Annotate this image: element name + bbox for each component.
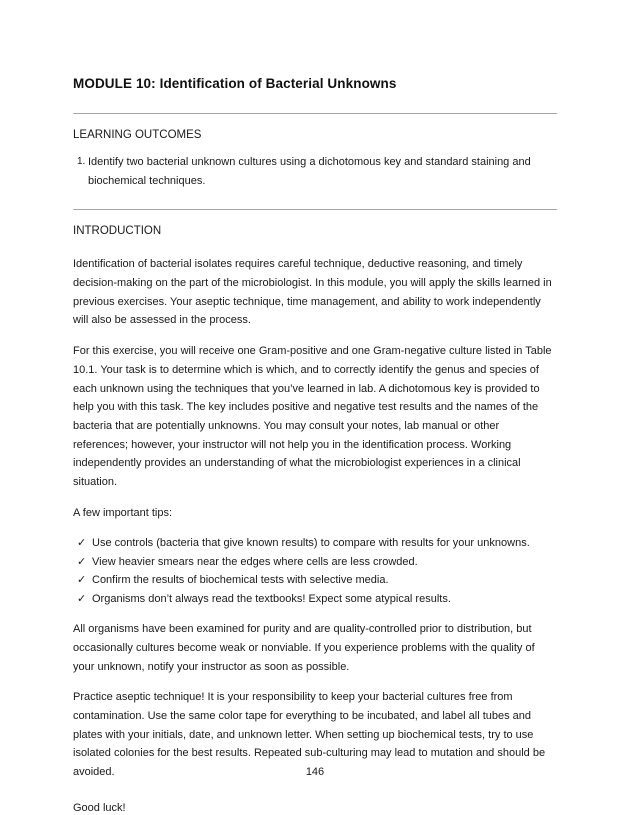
tips-intro: A few important tips:	[73, 506, 173, 519]
closing-paragraph-2: Practice aseptic technique! It is your responsibility to keep your bacterial cultures free from contamination. Use the same color tape for everything to be incubated, and label all tubes and plates with your initials, date, and unknown letter. When setting up biochemical tests, try to use isolated colonies for the best results. Repeated sub-culturing may lead to mutation and should be avoided.	[73, 691, 546, 778]
good-luck-text: Good luck!	[73, 801, 126, 814]
learning-outcome-item	[73, 153, 557, 190]
checkmark-icon: ✓	[77, 574, 87, 587]
introduction-heading: INTRODUCTION	[73, 225, 162, 238]
tip-item	[73, 553, 557, 571]
tip-text: Organisms don’t always read the textbooks! Expect some atypical results.	[92, 592, 451, 605]
intro-paragraph-2: For this exercise, you will receive one Gram-positive and one Gram-negative culture listed in Table 10.1. Your task is to determine which is which, and to correctly identify the genus and species of each unknown using the techniques that you’ve learned in lab. A dichotomous key is provided to help you with this task. The key includes positive and negative test results and the names of the bacteria that are potentially unknowns. You may consult your notes, lab manual or other references; however, your instructor will not help you in the identification process. Working independently provides an understanding of what the microbiologist experiences in a clinical situation.	[73, 345, 552, 488]
tip-text: View heavier smears near the edges where cells are less crowded.	[92, 555, 418, 568]
closing-paragraph-1: All organisms have been examined for purity and are quality-controlled prior to distribution, but occasionally cultures become weak or nonviable. If you experience problems with the quality of your unknown, notify your instructor as soon as possible.	[73, 623, 535, 673]
section-divider-top	[73, 113, 557, 114]
checkmark-icon: ✓	[77, 555, 87, 568]
checkmark-icon: ✓	[77, 537, 87, 550]
page-title: MODULE 10: Identification of Bacterial Unknowns	[73, 76, 397, 91]
tip-item	[73, 571, 557, 589]
intro-paragraph-1: Identification of bacterial isolates requires careful technique, deductive reasoning, and timely decision-making on the part of the microbiologist. In this module, you will apply the skills learned in previous exercises. Your aseptic technique, time management, and ability to work independently will also be assessed in the process.	[73, 258, 552, 327]
tip-text: Use controls (bacteria that give known results) to compare with results for your unknowns.	[92, 537, 530, 550]
outcome-text: Identify two bacterial unknown cultures using a dichotomous key and standard staining and biochemical techniques.	[88, 156, 531, 187]
tips-list	[73, 534, 557, 608]
tip-text: Confirm the results of biochemical tests with selective media.	[92, 574, 389, 587]
section-divider-bottom	[73, 209, 557, 210]
checkmark-icon: ✓	[77, 592, 87, 605]
learning-outcomes-heading: LEARNING OUTCOMES	[73, 129, 202, 141]
page-number: 146	[305, 766, 325, 778]
tip-item	[73, 534, 557, 552]
tip-item	[73, 590, 557, 608]
page-content	[73, 76, 557, 815]
outcome-number: 1.	[77, 156, 86, 167]
